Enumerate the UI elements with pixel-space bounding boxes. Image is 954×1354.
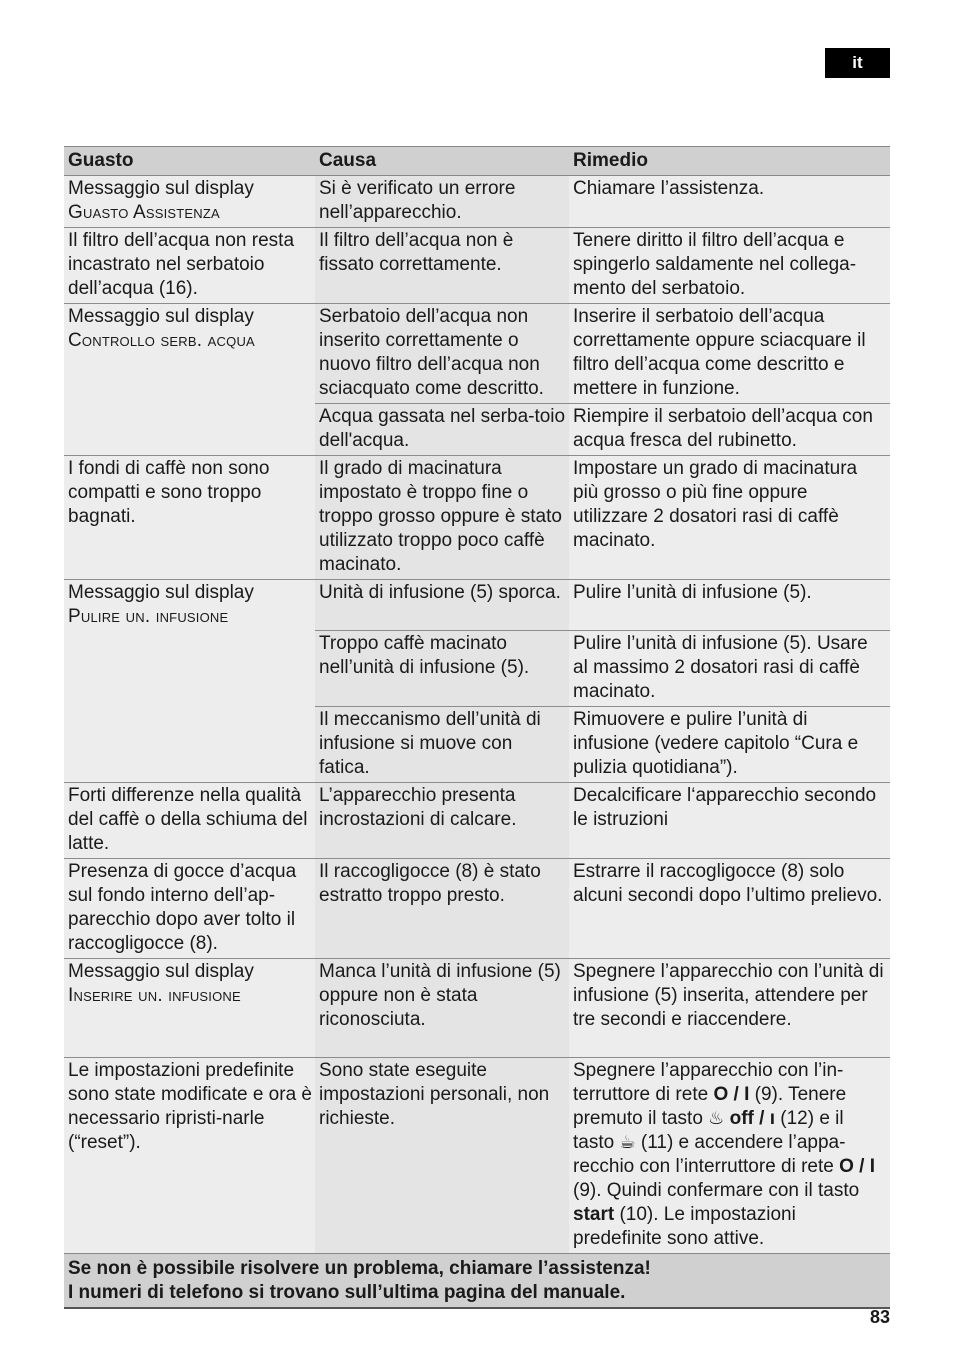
causa-cell: Il filtro dell’acqua non è fissato correttamente.	[315, 228, 569, 304]
guasto-cell	[64, 959, 315, 1058]
rimedio-cell	[569, 1058, 890, 1254]
table-row	[64, 304, 890, 404]
rimedio-text: (9). Quindi confermare con il tasto	[573, 1180, 860, 1201]
footer-line-1: Se non è possibile risolvere un problema, chiamare l’assistenza!	[68, 1258, 651, 1279]
rimedio-text: (10). Le impostazioni predefinite sono attive.	[573, 1204, 796, 1249]
table-row	[64, 859, 890, 959]
rimedio-cell: Impostare un grado di macinatura più grosso o più fine oppure utilizzare 2 dosatori rasi di caffè macinato.	[569, 456, 890, 580]
table-row	[64, 456, 890, 580]
display-message: Controllo serb. acqua	[68, 330, 255, 351]
guasto-cell: I fondi di caffè non sono compatti e sono troppo bagnati.	[64, 456, 315, 580]
header-causa: Causa	[315, 147, 569, 176]
guasto-cell: Presenza di gocce d’acqua sul fondo interno dell’ap-parecchio dopo aver tolto il raccogligocce (8).	[64, 859, 315, 959]
table-row	[64, 783, 890, 859]
rimedio-text: (11) e accendere l’appa-recchio con l’interruttore di rete	[573, 1132, 846, 1177]
guasto-text: Messaggio sul display	[68, 582, 254, 603]
start-button-label: start	[573, 1204, 615, 1225]
rimedio-cell: Chiamare l’assistenza.	[569, 176, 890, 228]
causa-cell: Serbatoio dell’acqua non inserito correttamente o nuovo filtro dell’acqua non sciacquato come descritto.	[315, 304, 569, 404]
causa-cell: Unità di infusione (5) sporca.	[315, 580, 569, 631]
main-switch-symbol: O / I	[713, 1084, 750, 1105]
footer-line-2: I numeri di telefono si trovano sull’ultima pagina del manuale.	[68, 1282, 626, 1303]
rimedio-text: (12) e il tasto	[573, 1108, 844, 1153]
footer-note	[64, 1254, 890, 1309]
power-button-label: off / ı	[729, 1108, 775, 1129]
causa-cell: L’apparecchio presenta incrostazioni di calcare.	[315, 783, 569, 859]
table-footer-row	[64, 1254, 890, 1309]
main-switch-symbol: O / I	[839, 1156, 876, 1177]
causa-cell: Troppo caffè macinato nell’unità di infusione (5).	[315, 631, 569, 707]
causa-cell: Il grado di macinatura impostato è troppo fine o troppo grosso oppure è stato utilizzato troppo poco caffè macinato.	[315, 456, 569, 580]
causa-cell: Sono state eseguite impostazioni personali, non richieste.	[315, 1058, 569, 1254]
guasto-text: Messaggio sul display	[68, 306, 254, 327]
rimedio-cell: Pulire l’unità di infusione (5).	[569, 580, 890, 631]
causa-cell: Il raccogligocce (8) è stato estratto troppo presto.	[315, 859, 569, 959]
display-message: Pulire un. infusione	[68, 606, 229, 627]
display-message: Inserire un. infusione	[68, 985, 241, 1006]
table-row	[64, 580, 890, 631]
table-row	[64, 176, 890, 228]
rimedio-cell: Tenere diritto il filtro dell’acqua e spingerlo saldamente nel collega-mento del serbatoio.	[569, 228, 890, 304]
rimedio-cell: Estrarre il raccogligocce (8) solo alcuni secondi dopo l’ultimo prelievo.	[569, 859, 890, 959]
rimedio-cell: Inserire il serbatoio dell’acqua correttamente oppure sciacquare il filtro dell’acqua come descritto e mettere in funzione.	[569, 304, 890, 404]
causa-cell: Il meccanismo dell’unità di infusione si muove con fatica.	[315, 707, 569, 783]
table-row	[64, 1058, 890, 1254]
guasto-cell	[64, 176, 315, 228]
table-row	[64, 959, 890, 1058]
causa-cell: Acqua gassata nel serba-toio dell'acqua.	[315, 404, 569, 456]
causa-cell: Si è verificato un errore nell’apparecchio.	[315, 176, 569, 228]
guasto-cell: Le impostazioni predefinite sono state modificate e ora è necessario ripristi-narle (“reset”).	[64, 1058, 315, 1254]
rimedio-cell: Riempire il serbatoio dell’acqua con acqua fresca del rubinetto.	[569, 404, 890, 456]
header-rimedio: Rimedio	[569, 147, 890, 176]
language-badge: it	[825, 48, 890, 78]
guasto-cell: Il filtro dell’acqua non resta incastrato nel serbatoio dell’acqua (16).	[64, 228, 315, 304]
rimedio-cell: Spegnere l’apparecchio con l’unità di infusione (5) inserita, attendere per tre secondi e riaccendere.	[569, 959, 890, 1058]
table-row	[64, 228, 890, 304]
rimedio-text: (9). Tenere premuto il tasto	[573, 1084, 847, 1129]
troubleshooting-table	[64, 146, 890, 1309]
guasto-cell	[64, 580, 315, 783]
steam-icon: ♨	[708, 1108, 725, 1129]
page-number: 83	[869, 1307, 890, 1327]
rimedio-cell: Decalcificare l‘apparecchio secondo le istruzioni	[569, 783, 890, 859]
table-header-row	[64, 147, 890, 176]
coffee-cup-icon: ☕	[619, 1132, 636, 1153]
guasto-cell: Forti differenze nella qualità del caffè o della schiuma del latte.	[64, 783, 315, 859]
rimedio-cell: Pulire l’unità di infusione (5). Usare al massimo 2 dosatori rasi di caffè macinato.	[569, 631, 890, 707]
rimedio-cell: Rimuovere e pulire l’unità di infusione (vedere capitolo “Cura e pulizia quotidiana”).	[569, 707, 890, 783]
causa-cell: Manca l’unità di infusione (5) oppure non è stata riconosciuta.	[315, 959, 569, 1058]
rimedio-text: Spegnere l’apparecchio con l’in-terruttore di rete	[573, 1060, 844, 1105]
guasto-text: Messaggio sul display	[68, 961, 254, 982]
header-guasto: Guasto	[64, 147, 315, 176]
display-message: Guasto Assistenza	[68, 202, 220, 223]
guasto-text: Messaggio sul display	[68, 178, 254, 199]
guasto-cell	[64, 304, 315, 456]
